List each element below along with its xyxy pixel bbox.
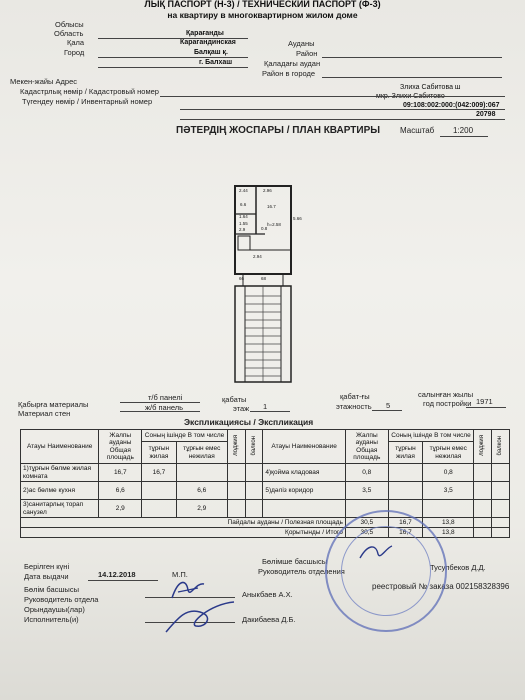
exec-label-kz: Орындаушы(лар)	[24, 605, 85, 614]
underline	[88, 580, 158, 581]
head-label-kz: Бөлім басшысы	[24, 585, 79, 594]
col-living: тұрғын жилая	[142, 442, 176, 464]
table-row	[21, 482, 510, 500]
kadastr-value: 09:108:002:000:(042:009):067	[403, 102, 500, 109]
total-total: 30,5	[345, 528, 388, 538]
table-row	[21, 464, 510, 482]
col-balcony: балкон	[492, 430, 510, 464]
chief-label-kz: Бөлімше басшысы	[262, 557, 328, 566]
gorod-label: Город	[64, 48, 85, 57]
useful-living: 16,7	[388, 518, 422, 528]
dim-label: 66	[239, 276, 245, 281]
kadastr-label: Кадастрлық нөмір / Кадастровый номер	[20, 87, 159, 96]
floor-label-kz: қабаты	[222, 395, 247, 404]
floors-value: 5	[386, 401, 391, 410]
underline	[180, 109, 505, 110]
col-loggia: лоджия	[227, 430, 245, 464]
date-label-ru: Дата выдачи	[24, 572, 69, 581]
dim-label: 2.9	[239, 227, 246, 232]
col-loggia: лоджия	[474, 430, 492, 464]
head-label-ru: Руководитель отдела	[24, 595, 99, 604]
col-incl: Соның ішінде В том числе	[388, 430, 474, 442]
signature-chief	[356, 540, 396, 564]
room-name: 1)тұрғын бөлме жилая комната	[21, 464, 99, 482]
total-label: Қорытынды / Итого	[21, 528, 346, 538]
underline	[372, 410, 402, 411]
underline	[322, 77, 502, 78]
dim-label: h=2.58	[267, 222, 281, 227]
room-total: 2,9	[99, 500, 142, 518]
col-balcony: балкон	[245, 430, 263, 464]
dim-label: 6.6	[240, 202, 247, 207]
signature-exec	[160, 598, 240, 638]
room-name	[263, 500, 346, 518]
underline	[250, 411, 290, 412]
wall-label-kz: Қабырға материалы	[18, 400, 89, 409]
room-total: 6,6	[99, 482, 142, 500]
floor-plan	[225, 178, 300, 388]
rayon-label: Район	[296, 49, 318, 58]
dim-label: 0.8	[261, 226, 268, 231]
floors-label-ru: этажность	[336, 402, 372, 411]
dim-label: 16.7	[267, 204, 276, 209]
chief-label-ru: Руководитель отделения	[258, 567, 345, 576]
inv-label: Түгендеу нөмір / Инвентарный номер	[22, 97, 153, 106]
room-total: 16,7	[99, 464, 142, 482]
rayon-gorod-label: Район в городе	[262, 69, 316, 78]
wall-label-ru: Материал стен	[18, 409, 71, 418]
room-name: 5)дәліз коридор	[263, 482, 346, 500]
room-name: 3)санитарлық торап санузел	[21, 500, 99, 518]
useful-nonliving: 13,8	[423, 518, 474, 528]
adres-value-1: Злиха Сабитова ш	[400, 84, 461, 91]
scale-label: Масштаб	[400, 126, 435, 135]
kala-label: Қала	[67, 38, 85, 47]
inv-value: 20798	[476, 111, 496, 118]
audany-label: Ауданы	[288, 39, 315, 48]
table-row	[21, 500, 510, 518]
room-living: 16,7	[142, 464, 176, 482]
room-nonliving	[176, 464, 227, 482]
doc-title: ЛЫҚ ПАСПОРТ (Н-3) / ТЕХНИЧЕСКИЙ ПАСПОРТ (Ф-3)	[144, 0, 381, 9]
underline	[466, 407, 506, 408]
floor-value: 1	[263, 402, 268, 411]
mp-label: М.П.	[172, 570, 188, 579]
wall-value-kz: т/б панелі	[148, 393, 183, 402]
kaladagy-label: Қаладағы аудан	[264, 59, 321, 68]
explication-table	[20, 429, 510, 538]
room-nonliving	[423, 500, 474, 518]
useful-area-row	[21, 518, 510, 528]
room-nonliving: 6,6	[176, 482, 227, 500]
year-label-ru: год постройки	[423, 399, 472, 408]
date-label-kz: Берілген күні	[24, 562, 70, 571]
oblast-value: Қарағанды	[186, 30, 224, 37]
room-living	[142, 482, 176, 500]
exec-label-ru: Исполнитель(и)	[24, 615, 79, 624]
exec-name: Дакибаева Д.Б.	[242, 615, 296, 624]
underline	[322, 57, 502, 58]
useful-label: Пайдалы ауданы / Полезная площадь	[21, 518, 346, 528]
adres-label: Мекен-жайы Адрес	[10, 77, 78, 86]
oblast-value-ru: Карагандинская	[180, 39, 236, 46]
year-value: 1971	[476, 397, 493, 406]
doc-subtitle: на квартиру в многоквартирном жилом доме	[167, 10, 358, 20]
underline	[180, 119, 505, 120]
room-living	[388, 464, 422, 482]
col-incl: Соның ішінде В том числе	[142, 430, 228, 442]
underline	[98, 57, 248, 58]
room-living	[388, 482, 422, 500]
floor-label-ru: этаж	[233, 404, 250, 413]
scale-value: 1:200	[453, 126, 474, 135]
underline	[160, 96, 505, 97]
room-nonliving: 2,9	[176, 500, 227, 518]
col-nonliving: тұрғын емес нежилая	[423, 442, 474, 464]
room-total: 3,5	[345, 482, 388, 500]
year-label-kz: салынған жылы	[418, 390, 474, 399]
col-nonliving: тұрғын емес нежилая	[176, 442, 227, 464]
chief-name: Тусупбеков Д.Д.	[430, 563, 486, 572]
underline	[440, 136, 488, 137]
order-number: реестровый № заказа 002158328396	[372, 582, 510, 591]
underline	[120, 411, 200, 412]
col-name: Атауы Наименование	[263, 430, 346, 464]
underline	[98, 67, 248, 68]
col-living: тұрғын жилая	[388, 442, 422, 464]
total-living: 16,7	[388, 528, 422, 538]
date-value: 14.12.2018	[98, 570, 136, 579]
oblys-label: Облысы	[55, 20, 84, 29]
wall-value-ru: ж/б панель	[145, 403, 184, 412]
col-total: Жалпы ауданы Общая площадь	[345, 430, 388, 464]
dim-label: 2.44	[239, 188, 248, 193]
room-nonliving: 0,8	[423, 464, 474, 482]
room-total: 0,8	[345, 464, 388, 482]
useful-total: 30,5	[345, 518, 388, 528]
dim-label: 1.64	[239, 214, 248, 219]
adres-value-2: мкр. Злихи Сабитово	[376, 93, 445, 100]
room-name: 2)ас бөлме кухня	[21, 482, 99, 500]
room-nonliving: 3,5	[423, 482, 474, 500]
dim-label: 2.96	[263, 188, 272, 193]
total-nonliving: 13,8	[423, 528, 474, 538]
room-name: 4)қойма кладовая	[263, 464, 346, 482]
head-name: Аныкбаев А.Х.	[242, 590, 293, 599]
room-living	[142, 500, 176, 518]
official-stamp	[325, 510, 447, 632]
floors-label-kz: қабат-ғы	[340, 392, 370, 401]
dim-label: 5.66	[293, 216, 302, 221]
col-total: Жалпы ауданы Общая площадь	[99, 430, 142, 464]
dim-label: 1.55	[239, 221, 248, 226]
col-name: Атауы Наименование	[21, 430, 99, 464]
explication-title: Экспликациясы / Экспликация	[184, 417, 314, 427]
dim-label: 2.94	[253, 254, 262, 259]
oblast-label: Область	[54, 29, 84, 38]
plan-title: ПӘТЕРДІҢ ЖОСПАРЫ / ПЛАН КВАРТИРЫ	[176, 125, 381, 136]
gorod-value: Балқаш қ.	[194, 49, 228, 56]
gorod-value-ru: г. Балхаш	[199, 59, 233, 66]
dim-label: 68	[261, 276, 267, 281]
